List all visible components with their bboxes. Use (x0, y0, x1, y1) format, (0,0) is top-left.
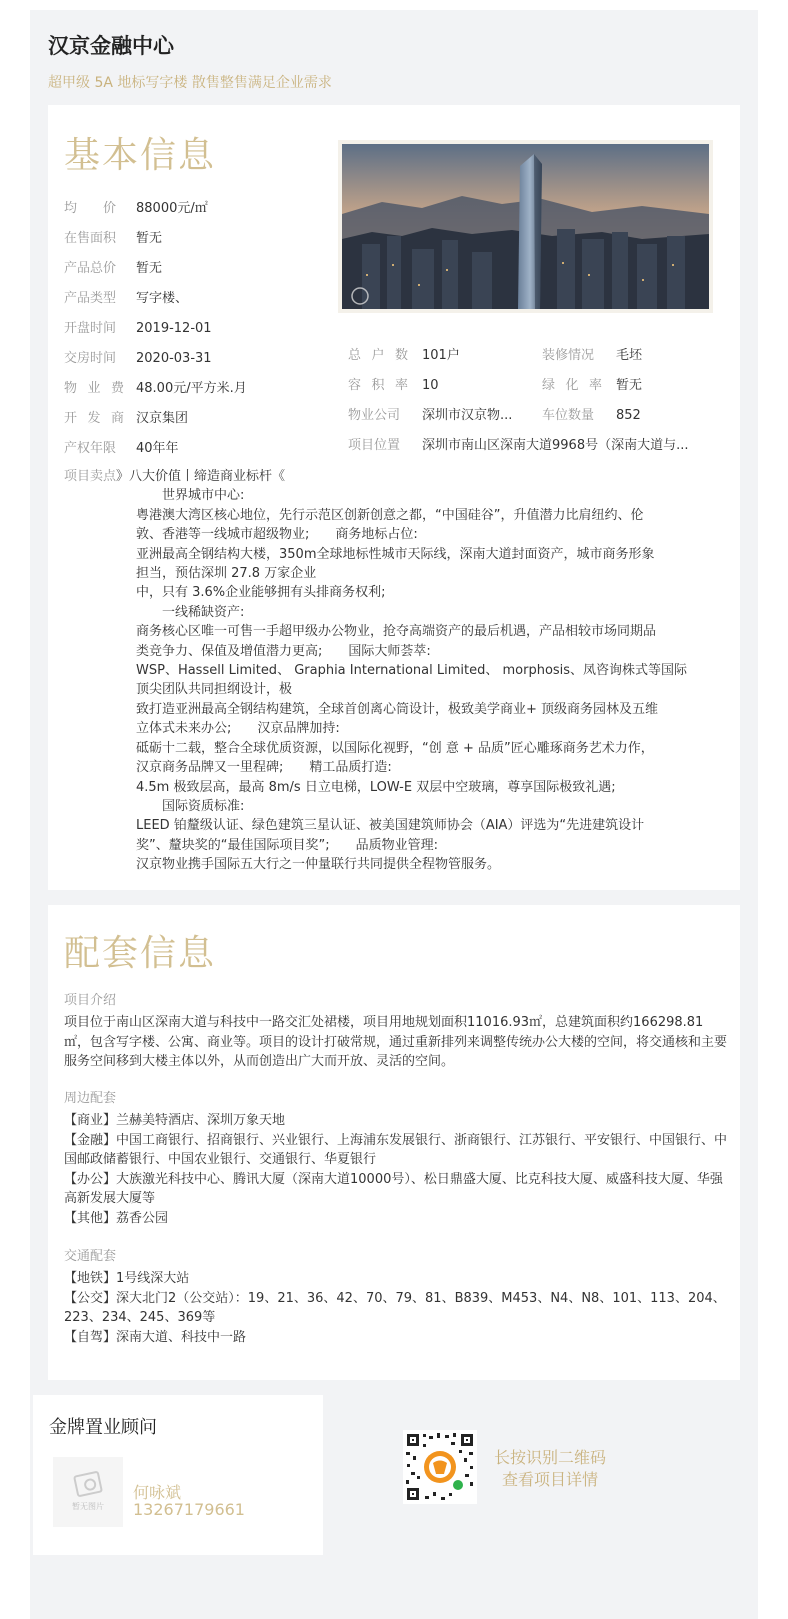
advisor-name: 何咏斌 (133, 1483, 182, 1502)
info-row-product-type (64, 290, 188, 308)
info-row-property-fee (64, 380, 247, 398)
selling-points (64, 467, 734, 875)
selling-line: 奖”、釐块奖的“最佳国际项目奖”; 品质物业管理: (136, 837, 438, 853)
page-subtitle: 超甲级 5A 地标写字楼 散售整售满足企业需求 (48, 75, 332, 91)
advisor-title: 金牌置业顾问 (49, 1417, 157, 1438)
delivery-date-label: 交房时间 (64, 351, 117, 366)
page (30, 10, 758, 1619)
qr-hint-line2: 查看项目详情 (501, 1470, 598, 1489)
selling-line: 商务核心区唯一可售一手超甲级办公物业，抢夺高端资产的最后机遇，产品相较市场同期品 (136, 624, 657, 640)
selling-line: 致打造亚洲最高全钢结构建筑，全球首创离心筒设计，极致美学商业+ 顶级商务园林及五维 (136, 701, 659, 717)
info-row-plot-ratio (348, 377, 642, 395)
green-rate-label: 绿化率 (542, 378, 602, 393)
selling-line: 类竞争力、保值及增值潜力更高; 国际大师荟萃: (136, 643, 431, 659)
selling-line: 立体式未来办公; 汉京品牌加持: (136, 721, 340, 737)
header (30, 10, 758, 102)
selling-line: 4.5m 极致层高，最高 8m/s 日立电梯，LOW-E 双层中空玻璃，尊享国际极致礼遇; (136, 779, 616, 795)
surroundings-label: 周边配套 (64, 1091, 117, 1106)
info-row-households (348, 347, 642, 365)
selling-line: 一线稀缺资产: (136, 604, 245, 620)
property-term-label: 产权年限 (64, 441, 117, 456)
selling-line: 汉京商务品牌又一里程碑; 精工品质打造: (136, 760, 392, 776)
sale-area-label: 在售面积 (64, 231, 117, 246)
qr-hint (485, 1447, 615, 1491)
total-price-label: 产品总价 (64, 261, 117, 276)
parking-label: 车位数量 (542, 408, 595, 423)
property-fee-label: 物业费 (64, 381, 124, 396)
basic-info-title: 基本信息 (64, 135, 217, 176)
decoration-value: 毛坯 (616, 348, 643, 363)
selling-line: 汉京物业携手国际五大行之一仲量联行共同提供全程物管服务。 (136, 857, 501, 873)
selling-line: 中，只有 3.6%企业能够拥有头排商务权利; (136, 585, 386, 601)
info-row-location (348, 437, 728, 455)
selling-line: 砥砺十二载，整合全球优质资源，以国际化视野，“创 意 + 品质”匠心雕琢商务艺术力作， (136, 740, 654, 756)
intro-text: 项目位于南山区深南大道与科技中一路交汇处裙楼，项目用地规划面积11016.93㎡，总建筑面积约166298.81㎡，包含写字楼、公寓、商业等。项目的设计打破常规，通过重新排列来调整传统办公大楼的空间，将交通核和主要服务空间移到大楼主体以外，从而创造出广大而开放、灵活的空间。 (64, 1015, 728, 1069)
total-price-value: 暂无 (136, 261, 163, 276)
info-row-developer (64, 410, 188, 428)
selling-line: 担当，预估深圳 27.8 万家企业 (136, 566, 317, 582)
surroundings-item: 【金融】中国工商银行、招商银行、兴业银行、上海浦东发展银行、浙商银行、江苏银行、平安银行、中国银行、中国邮政储蓄银行、中国农业银行、交通银行、华夏银行 (64, 1132, 728, 1167)
price-label: 均 价 (64, 201, 117, 216)
advisor-avatar (53, 1457, 123, 1527)
developer-label: 开发商 (64, 411, 124, 426)
households-value: 101户 (422, 348, 460, 363)
building-photo-image (342, 144, 709, 309)
opening-date-label: 开盘时间 (64, 321, 117, 336)
product-type-label: 产品类型 (64, 291, 117, 306)
property-term-value: 40年年 (136, 441, 179, 456)
plot-ratio-value: 10 (422, 378, 439, 393)
traffic-list (64, 1269, 728, 1347)
selling-line: 》八大价值丨缔造商业标杆《 (116, 469, 286, 484)
surroundings-item: 【办公】大族激光科技中心、腾讯大厦（深南大道10000号）、松日鼎盛大厦、比克科技大厦、威盛科技大厦、华强高新发展大厦等 (64, 1171, 723, 1206)
info-row-price (64, 200, 208, 218)
qr-code[interactable] (403, 1430, 477, 1504)
info-row-property-company (348, 407, 641, 425)
surroundings-item: 【商业】兰赫美特酒店、深圳万象天地 (64, 1113, 286, 1128)
product-type-value: 写字楼、 (136, 291, 189, 306)
info-row-opening-date (64, 320, 212, 338)
info-row-sale-area (64, 230, 162, 248)
property-fee-value: 48.00元/平方米.月 (136, 381, 247, 396)
property-company-label: 物业公司 (348, 408, 401, 423)
selling-line: 粤港澳大湾区核心地位，先行示范区创新创意之都，“中国硅谷”，升值潜力比肩纽约、伦 (136, 507, 644, 523)
selling-line: 亚洲最高全钢结构大楼，350m全球地标性城市天际线，深南大道封面资产，城市商务形象 (136, 546, 655, 562)
qr-hint-line1: 长按识别二维码 (493, 1448, 606, 1467)
camera-icon (73, 1470, 103, 1497)
intro-label: 项目介绍 (64, 993, 117, 1008)
selling-points-label: 项目卖点 (64, 469, 117, 484)
decoration-label: 装修情况 (542, 348, 595, 363)
basic-info-card (48, 105, 740, 890)
selling-line: 敦、香港等一线城市超级物业; 商务地标占位: (136, 527, 418, 543)
traffic-item: 【自驾】深南大道、科技中一路 (64, 1329, 247, 1345)
developer-value: 汉京集团 (136, 411, 189, 426)
delivery-date-value: 2020-03-31 (136, 351, 212, 366)
opening-date-value: 2019-12-01 (136, 321, 212, 336)
selling-line: LEED 铂釐级认证、绿色建筑三星认证、被美国建筑师协会（AIA）评选为“先进建筑设计 (136, 818, 645, 834)
property-company-value: 深圳市汉京物... (422, 408, 513, 423)
selling-line: WSP、Hassell Limited、 Graphia International Limited、 morphosis、凤咨询株式等国际 (136, 663, 688, 679)
selling-line: 国际资质标准: (136, 798, 245, 814)
location-label: 项目位置 (348, 438, 401, 453)
selling-line: 顶尖团队共同担纲设计，极 (136, 682, 293, 698)
selling-line: 世界城市中心: (136, 488, 245, 504)
parking-value: 852 (616, 408, 641, 423)
qr-code-icon (403, 1430, 477, 1504)
info-row-delivery-date (64, 350, 212, 368)
price-value: 88000元/㎡ (136, 201, 208, 216)
traffic-label: 交通配套 (64, 1249, 117, 1264)
support-info-title: 配套信息 (64, 933, 217, 974)
no-photo-text: 暂无图片 (72, 1501, 104, 1511)
traffic-item: 【地铁】1号线深大站 (64, 1271, 190, 1286)
advisor-card[interactable] (33, 1395, 323, 1555)
page-title: 汉京金融中心 (48, 34, 174, 58)
info-row-total-price (64, 260, 162, 278)
surroundings-item: 【其他】荔香公园 (64, 1210, 169, 1226)
building-photo[interactable] (338, 140, 713, 313)
info-row-property-term (64, 440, 179, 458)
surroundings-list (64, 1111, 728, 1228)
green-rate-value: 暂无 (616, 378, 643, 393)
households-label: 总户数 (348, 348, 408, 363)
sale-area-value: 暂无 (136, 231, 163, 246)
advisor-phone[interactable]: 13267179661 (133, 1500, 245, 1519)
location-value: 深圳市南山区深南大道9968号（深南大道与... (422, 438, 689, 453)
traffic-item: 【公交】深大北门2（公交站）：19、21、36、42、70、79、81、B839、M453、N4、N8、101、113、204、223、234、245、369等 (64, 1290, 726, 1325)
support-info-card (48, 905, 740, 1380)
plot-ratio-label: 容积率 (348, 378, 408, 393)
